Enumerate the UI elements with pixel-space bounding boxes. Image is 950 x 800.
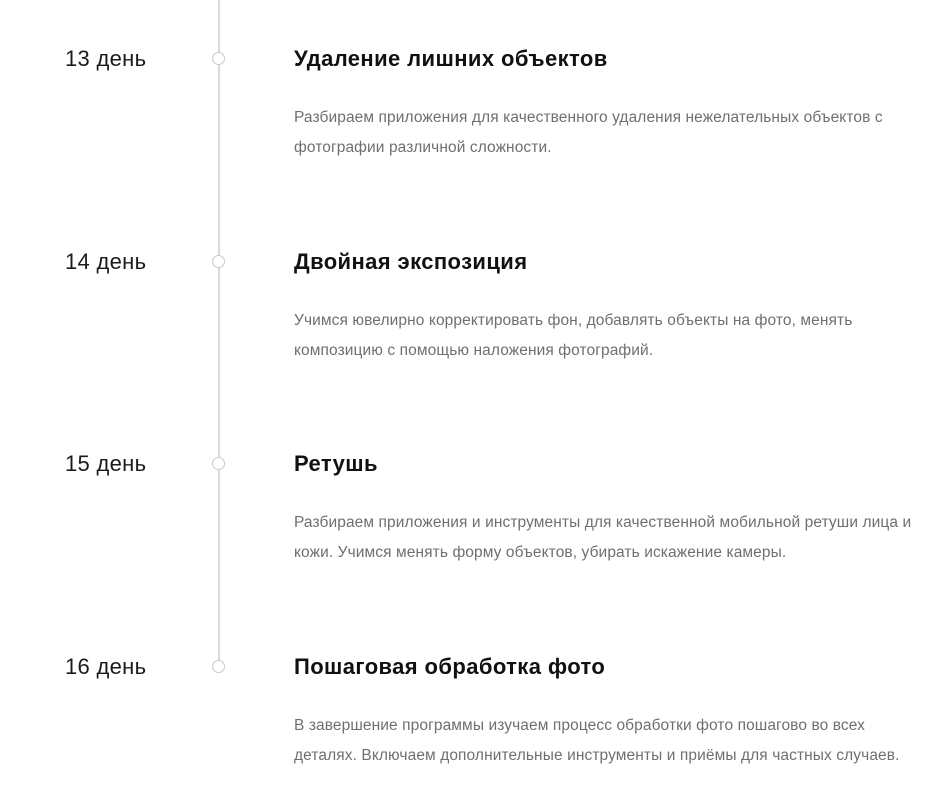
timeline-dot [212, 457, 225, 470]
item-description: Учимся ювелирно корректировать фон, добавлять объекты на фото, менять композицию с помощью наложения фотографий. [294, 312, 853, 359]
item-description: В завершение программы изучаем процесс обработки фото пошагово во всех деталях. Включаем дополнительные инструменты и приёмы для частных случаев. [294, 717, 900, 764]
item-description: Разбираем приложения и инструменты для качественной мобильной ретуши лица и кожи. Учимся менять форму объектов, убирать искажение камеры. [294, 514, 912, 561]
timeline-dot [212, 255, 225, 268]
timeline-dot [212, 52, 225, 65]
item-title: Ретушь [294, 451, 378, 476]
timeline-dot [212, 660, 225, 673]
item-title: Двойная экспозиция [294, 249, 528, 274]
timeline-line [218, 0, 220, 660]
day-label: 13 день [65, 46, 147, 71]
item-title: Удаление лишних объектов [294, 46, 608, 71]
item-description: Разбираем приложения для качественного удаления нежелательных объектов с фотографии различной сложности. [294, 109, 883, 156]
day-label: 15 день [65, 451, 147, 476]
day-label: 16 день [65, 654, 147, 679]
item-title: Пошаговая обработка фото [294, 654, 606, 679]
day-label: 14 день [65, 249, 147, 274]
